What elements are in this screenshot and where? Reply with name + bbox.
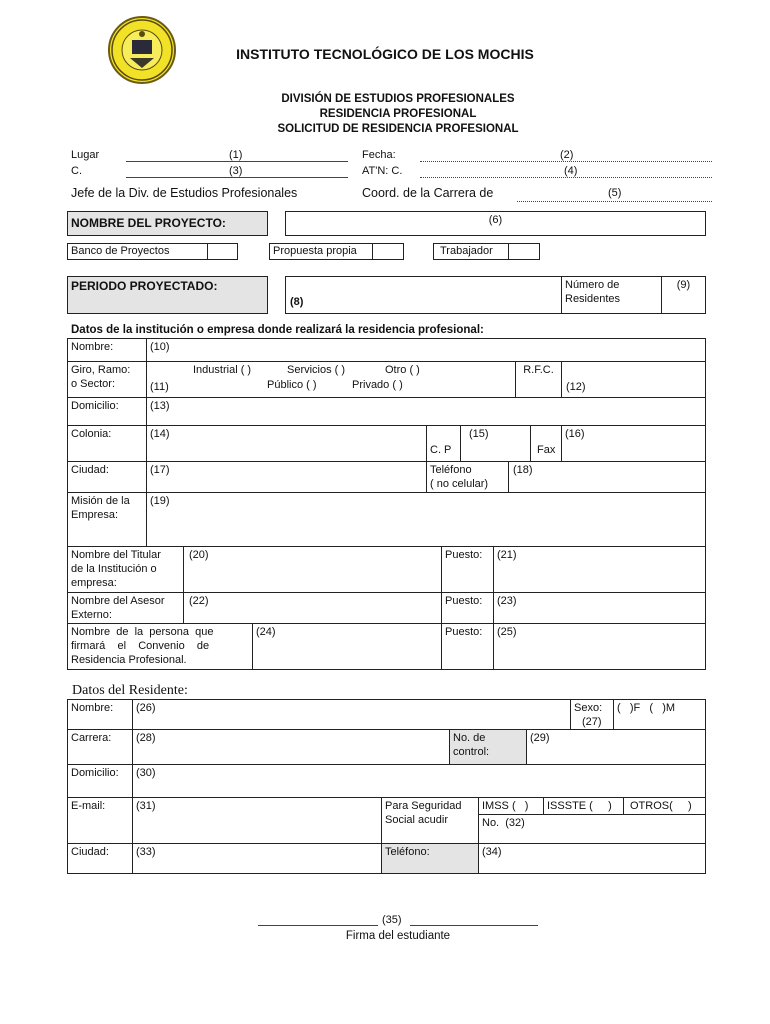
giro-field[interactable] bbox=[146, 361, 516, 398]
propuesta-propia-label: Propuesta propia bbox=[269, 243, 373, 260]
inst-domicilio-label: Domicilio: bbox=[67, 397, 147, 426]
field-number-6: (6) bbox=[488, 214, 503, 226]
field-number-5: (5) bbox=[608, 187, 622, 199]
ncontrol-label-line2: control: bbox=[453, 746, 490, 758]
page-title: INSTITUTO TECNOLÓGICO DE LOS MOCHIS bbox=[236, 46, 534, 62]
field-number-26: (26) bbox=[136, 702, 156, 714]
asesor-label bbox=[67, 592, 184, 624]
trabajador-checkbox[interactable] bbox=[508, 243, 540, 260]
field-number-33: (33) bbox=[136, 846, 156, 858]
seguridad-numero-field[interactable]: No. (32) bbox=[478, 814, 706, 844]
cp-field[interactable] bbox=[460, 425, 531, 462]
atn-field[interactable] bbox=[420, 177, 712, 178]
subtitle-residencia: RESIDENCIA PROFESIONAL bbox=[319, 108, 477, 120]
field-number-27: (27) bbox=[582, 716, 602, 728]
firma-line-right[interactable] bbox=[410, 925, 538, 926]
titular-label-line1: Nombre del Titular bbox=[71, 549, 161, 561]
numero-residentes-line1: Número de bbox=[565, 279, 620, 291]
colonia-label: Colonia: bbox=[67, 425, 147, 462]
field-number-18: (18) bbox=[513, 464, 533, 476]
carrera-label: Carrera: bbox=[67, 729, 133, 765]
lugar-field[interactable] bbox=[126, 161, 348, 162]
field-number-14: (14) bbox=[150, 428, 170, 440]
res-nombre-field[interactable] bbox=[132, 699, 571, 730]
field-number-35: (35) bbox=[382, 914, 402, 926]
asesor-label-line2: Externo: bbox=[71, 609, 112, 621]
field-number-3: (3) bbox=[229, 165, 243, 177]
fecha-field[interactable] bbox=[420, 161, 712, 162]
res-telefono-label: Teléfono: bbox=[381, 843, 479, 874]
giro-otro[interactable]: Otro ( ) bbox=[385, 364, 420, 376]
email-label: E-mail: bbox=[67, 797, 133, 844]
field-number-1: (1) bbox=[229, 149, 243, 161]
carrera-field[interactable] bbox=[132, 729, 450, 765]
atn-label: AT'N: C. bbox=[362, 165, 403, 177]
firmante-field[interactable] bbox=[252, 623, 442, 670]
asesor-label-line1: Nombre del Asesor bbox=[71, 595, 165, 607]
firmante-label bbox=[67, 623, 253, 670]
res-nombre-label: Nombre: bbox=[67, 699, 133, 730]
numero-residentes-line2: Residentes bbox=[565, 293, 621, 305]
inst-ciudad-label: Ciudad: bbox=[67, 461, 147, 493]
field-number-31: (31) bbox=[136, 800, 156, 812]
giro-label-line1: Giro, Ramo: bbox=[71, 364, 131, 376]
firma-line-left[interactable] bbox=[258, 925, 378, 926]
titular-label-line3: empresa: bbox=[71, 577, 117, 589]
subtitle-division: DIVISIÓN DE ESTUDIOS PROFESIONALES bbox=[281, 93, 515, 105]
field-number-34: (34) bbox=[482, 846, 502, 858]
colonia-field[interactable] bbox=[146, 425, 427, 462]
inst-telefono-line2: ( no celular) bbox=[430, 478, 489, 490]
rfc-label: R.F.C. bbox=[515, 361, 562, 398]
nombre-proyecto-label: NOMBRE DEL PROYECTO: bbox=[67, 211, 268, 236]
res-ciudad-label: Ciudad: bbox=[67, 843, 133, 874]
field-number-21: (21) bbox=[497, 549, 517, 561]
titular-puesto-field[interactable] bbox=[493, 546, 706, 593]
residente-heading: Datos del Residente: bbox=[72, 683, 188, 698]
otros-option[interactable]: OTROS( ) bbox=[623, 797, 706, 815]
field-number-23: (23) bbox=[497, 595, 517, 607]
res-telefono-field[interactable] bbox=[478, 843, 706, 874]
fax-label bbox=[530, 425, 562, 462]
ncontrol-field[interactable] bbox=[526, 729, 706, 765]
imss-option[interactable]: IMSS ( ) bbox=[478, 797, 544, 815]
asesor-puesto-label: Puesto: bbox=[441, 592, 494, 624]
field-number-13: (13) bbox=[150, 400, 170, 412]
field-number-22: (22) bbox=[189, 595, 209, 607]
firmante-label-line2: firmará el Convenio de bbox=[71, 640, 210, 652]
field-number-15: (15) bbox=[469, 428, 489, 440]
field-number-8: (8) bbox=[290, 296, 304, 308]
inst-nombre-field[interactable] bbox=[146, 338, 706, 362]
institucion-heading: Datos de la institución o empresa donde realizará la residencia profesional: bbox=[71, 324, 484, 336]
res-domicilio-field[interactable] bbox=[132, 764, 706, 798]
nombre-proyecto-field[interactable] bbox=[285, 211, 706, 236]
fecha-label: Fecha: bbox=[362, 149, 396, 161]
c-field[interactable] bbox=[126, 177, 348, 178]
titular-label-line2: de la Institución o bbox=[71, 563, 157, 575]
field-number-29: (29) bbox=[530, 732, 550, 744]
issste-option[interactable]: ISSSTE ( ) bbox=[543, 797, 624, 815]
giro-label bbox=[67, 361, 147, 398]
field-number-20: (20) bbox=[189, 549, 209, 561]
giro-privado[interactable]: Privado ( ) bbox=[352, 379, 403, 391]
mision-label-line1: Misión de la bbox=[71, 495, 130, 507]
banco-proyectos-label: Banco de Proyectos bbox=[67, 243, 208, 260]
seguridad-line2: Social acudir bbox=[385, 814, 448, 826]
numero-residentes-label bbox=[561, 276, 662, 314]
banco-proyectos-checkbox[interactable] bbox=[207, 243, 238, 260]
res-ciudad-field[interactable] bbox=[132, 843, 382, 874]
numero-residentes-field[interactable] bbox=[661, 276, 706, 314]
giro-industrial[interactable]: Industrial ( ) bbox=[193, 364, 252, 376]
seguridad-label bbox=[381, 797, 479, 844]
field-number-9: (9) bbox=[676, 279, 691, 291]
ncontrol-label-line1: No. de bbox=[453, 732, 486, 744]
field-number-24: (24) bbox=[256, 626, 276, 638]
c-label: C. bbox=[71, 165, 82, 177]
propuesta-propia-checkbox[interactable] bbox=[372, 243, 404, 260]
periodo-proyectado-field[interactable] bbox=[285, 276, 562, 314]
field-number-19: (19) bbox=[150, 495, 170, 507]
firma-label: Firma del estudiante bbox=[345, 930, 451, 942]
giro-label-line2: o Sector: bbox=[71, 378, 116, 390]
inst-domicilio-field[interactable] bbox=[146, 397, 706, 426]
field-number-28: (28) bbox=[136, 732, 156, 744]
sexo-label bbox=[570, 699, 614, 730]
coord-field[interactable] bbox=[517, 201, 712, 202]
mision-label bbox=[67, 492, 147, 547]
asesor-puesto-field[interactable] bbox=[493, 592, 706, 624]
field-number-16: (16) bbox=[565, 428, 585, 440]
subtitle-solicitud: SOLICITUD DE RESIDENCIA PROFESIONAL bbox=[277, 123, 519, 135]
field-number-17: (17) bbox=[150, 464, 170, 476]
field-number-25: (25) bbox=[497, 626, 517, 638]
field-number-30: (30) bbox=[136, 767, 156, 779]
titular-field[interactable] bbox=[183, 546, 442, 593]
fax-label-text: Fax bbox=[537, 444, 556, 456]
inst-ciudad-field[interactable] bbox=[146, 461, 427, 493]
inst-telefono-label bbox=[426, 461, 509, 493]
titular-puesto-label: Puesto: bbox=[441, 546, 494, 593]
giro-servicios[interactable]: Servicios ( ) bbox=[287, 364, 346, 376]
inst-telefono-line1: Teléfono bbox=[430, 464, 472, 476]
res-domicilio-label: Domicilio: bbox=[67, 764, 133, 798]
email-field[interactable] bbox=[132, 797, 382, 844]
seguridad-line1: Para Seguridad bbox=[385, 800, 462, 812]
cp-label bbox=[426, 425, 461, 462]
trabajador-label: Trabajador bbox=[433, 243, 509, 260]
jefe-label: Jefe de la Div. de Estudios Profesionales bbox=[71, 186, 298, 200]
giro-publico[interactable]: Público ( ) bbox=[267, 379, 317, 391]
firmante-label-line3: Residencia Profesional. bbox=[71, 654, 187, 666]
rfc-field[interactable] bbox=[561, 361, 706, 398]
coord-label: Coord. de la Carrera de bbox=[362, 186, 494, 200]
field-number-4: (4) bbox=[564, 165, 578, 177]
titular-label bbox=[67, 546, 184, 593]
field-number-12: (12) bbox=[566, 381, 586, 393]
firmante-puesto-field[interactable] bbox=[493, 623, 706, 670]
asesor-field[interactable] bbox=[183, 592, 442, 624]
firmante-puesto-label: Puesto: bbox=[441, 623, 494, 670]
mision-label-line2: Empresa: bbox=[71, 509, 119, 521]
periodo-proyectado-label: PERIODO PROYECTADO: bbox=[67, 276, 268, 314]
sexo-label-text: Sexo: bbox=[574, 702, 603, 714]
fax-field[interactable] bbox=[561, 425, 706, 462]
sexo-options[interactable]: ( )F ( )M bbox=[613, 699, 706, 730]
inst-nombre-label: Nombre: bbox=[67, 338, 147, 362]
ncontrol-label bbox=[449, 729, 527, 765]
field-number-2: (2) bbox=[560, 149, 574, 161]
firmante-label-line1: Nombre de la persona que bbox=[71, 626, 214, 638]
mision-field[interactable] bbox=[146, 492, 706, 547]
inst-telefono-field[interactable] bbox=[508, 461, 706, 493]
field-number-10: (10) bbox=[150, 341, 170, 353]
lugar-label: Lugar bbox=[71, 149, 100, 161]
field-number-11: (11) bbox=[150, 381, 169, 393]
cp-label-text: C. P bbox=[430, 444, 452, 456]
